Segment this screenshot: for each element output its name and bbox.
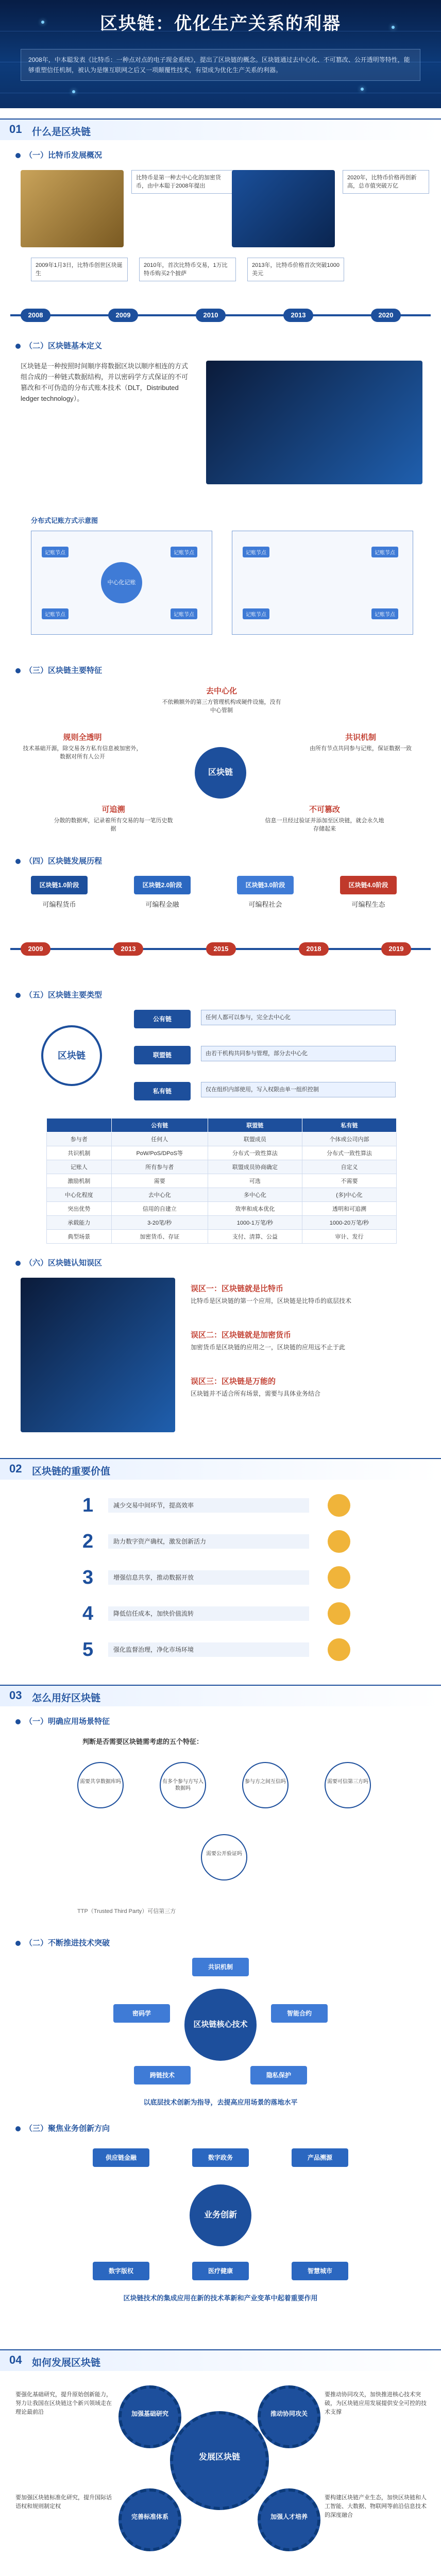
share-icon bbox=[328, 1566, 350, 1589]
bitcoin-image bbox=[21, 170, 124, 247]
feature-title: 共识机制 bbox=[345, 733, 376, 742]
table-header: 公有链 bbox=[111, 1118, 208, 1132]
stage-label: 区块链3.0阶段 bbox=[237, 876, 294, 894]
timeline-year: 2009 bbox=[108, 309, 138, 322]
table-cell: 可选 bbox=[208, 1174, 302, 1188]
table-cell: 记账人 bbox=[47, 1160, 112, 1174]
trust-icon bbox=[328, 1602, 350, 1625]
section-header-03: 03 怎么用好区块链 bbox=[0, 1685, 441, 1706]
table-row bbox=[47, 1146, 397, 1160]
table-cell: 中心化程度 bbox=[47, 1188, 112, 1202]
table-cell: 多中心化 bbox=[208, 1188, 302, 1202]
feature-text: 由所有节点共同参与记账，保证数据一致 bbox=[310, 745, 412, 752]
subsection-title: （一）明确应用场景特征 bbox=[15, 1716, 110, 1726]
section-header-02: 02 区块链的重要价值 bbox=[0, 1458, 441, 1480]
table-row bbox=[47, 1230, 397, 1244]
feature-text: 技术基础开源，除交易各方私有信息被加密外，数据对所有人公开 bbox=[23, 745, 142, 760]
table-cell: 分布式一致性算法 bbox=[208, 1146, 302, 1160]
myth-illustration bbox=[21, 1278, 175, 1432]
distributed-diagram: 记账节点 记账节点 记账节点 记账节点 bbox=[232, 531, 413, 635]
gear-icon: 发展区块链 bbox=[170, 2411, 269, 2510]
table-cell: 个体或公司内部 bbox=[302, 1132, 396, 1146]
table-cell: 自定义 bbox=[302, 1160, 396, 1174]
gear-icon: 推动协同攻关 bbox=[258, 2385, 320, 2448]
callout-text: 2009年1月3日，比特币创世区块诞生 bbox=[31, 258, 128, 281]
table-row bbox=[47, 1188, 397, 1202]
stage-label: 区块链4.0阶段 bbox=[340, 876, 397, 894]
stage-label: 区块链2.0阶段 bbox=[134, 876, 191, 894]
centralized-diagram: 记账节点 记账节点 记账节点 记账节点 中心化记账 bbox=[31, 531, 212, 635]
table-row bbox=[47, 1202, 397, 1216]
table-row bbox=[47, 1132, 397, 1146]
subsection-title: （五）区块链主要类型 bbox=[15, 989, 102, 1000]
table-cell: 效率和成本优化 bbox=[208, 1202, 302, 1216]
table-row bbox=[47, 1174, 397, 1188]
gear-icon: 完善标准体系 bbox=[118, 2488, 181, 2551]
feature-center-badge: 区块链 bbox=[195, 747, 246, 799]
timeline-year: 2008 bbox=[21, 309, 50, 322]
types-center: 区块链 bbox=[41, 1025, 102, 1086]
feature-text: 分散的数据库，记录着所有交易的每一笔历史数据 bbox=[54, 818, 173, 832]
subsection-title: （六）区块链认知误区 bbox=[15, 1257, 102, 1268]
table-row bbox=[47, 1160, 397, 1174]
intro-paragraph: 2008年，中本聪发表《比特币：一种点对点的电子现金系统》，提出了区块链的概念。区块链通过去中心化、不可篡改、公开透明等特性，能够重塑信任机制，被认为是继互联网之后又一项颠覆性技术，有望成为优化生产关系的利器。 bbox=[21, 49, 420, 81]
table-cell: 分布式一致性算法 bbox=[302, 1146, 396, 1160]
table-cell: 承载能力 bbox=[47, 1216, 112, 1230]
table-cell: 信用的自建立 bbox=[111, 1202, 208, 1216]
shield-icon bbox=[328, 1638, 350, 1661]
callout-text: 2013年，比特币价格首次突破1000美元 bbox=[247, 258, 344, 281]
stage-label: 区块链1.0阶段 bbox=[31, 876, 88, 894]
feature-title: 不可篡改 bbox=[309, 805, 340, 814]
table-header: 私有链 bbox=[302, 1118, 396, 1132]
feature-text: 不依赖额外的第三方管理机构或硬件设施，没有中心管制 bbox=[162, 699, 281, 714]
gear-icon: 加强基础研究 bbox=[118, 2385, 181, 2448]
subsection-title: （四）区块链发展历程 bbox=[15, 855, 102, 866]
laptop-network-image bbox=[206, 361, 422, 484]
table-cell: 需要 bbox=[111, 1174, 208, 1188]
subsection-title: （一）比特币发展概况 bbox=[15, 149, 102, 160]
table-cell: 激励机制 bbox=[47, 1174, 112, 1188]
feature-title: 规则全透明 bbox=[63, 733, 102, 742]
table-header: 联盟链 bbox=[208, 1118, 302, 1132]
callout-text: 2010年，首次比特币交易，1万比特币购买2个披萨 bbox=[139, 258, 236, 281]
table-cell: 3-20笔/秒 bbox=[111, 1216, 208, 1230]
table-cell: 联盟成员协商确定 bbox=[208, 1160, 302, 1174]
definition-text: 区块链是一种按照时间顺序将数据区块以顺序相连的方式组合成的一种链式数据结构，并以密码学方式保证的不可篡改和不可伪造的分布式账本技术（DLT，Distributed ledger technology）。 bbox=[21, 362, 189, 402]
table-cell: 典型场景 bbox=[47, 1230, 112, 1244]
subsection-title: （二）区块链基本定义 bbox=[15, 340, 102, 351]
page-title: 区块链：优化生产关系的利器 bbox=[100, 14, 341, 33]
timeline-year: 2013 bbox=[283, 309, 313, 322]
subsection-title: （三）聚焦业务创新方向 bbox=[15, 2123, 110, 2133]
comparison-table bbox=[46, 1118, 397, 1244]
gear-icon: 加强人才培养 bbox=[258, 2488, 320, 2551]
table-cell: 去中心化 bbox=[111, 1188, 208, 1202]
coin-icon bbox=[328, 1494, 350, 1517]
table-row bbox=[47, 1216, 397, 1230]
subsection-title: （二）不断推进技术突破 bbox=[15, 1937, 110, 1948]
timeline-year: 2020 bbox=[371, 309, 401, 322]
table-cell: 所有参与者 bbox=[111, 1160, 208, 1174]
infographic-page: 区块链：优化生产关系的利器 2008年，中本聪发表《比特币：一种点对点的电子现金系统》，提出了区块链的概念。区块链通过去中心化、不可篡改、公开透明等特性，能够重塑信任机制，被认为是继互联网之后又一项颠覆性技术，有望成为优化生产关系的利器。 01 什么是区块链 （一）比特币发展概况 比特币是第一种去中心化的加密货币，由中本聪于2008年提出 2020年，比特币价格再创新高，总市值突破万亿 2009年1月3日，比特币创世区块诞生 2010年，首次比特币交易，1万比特币购买2个披萨 2013年，比特币价格首次突破1000美元 2008 2009 2010 2013 2020 （二）区块链基本定义 区块链是一种按照时间顺序将数据区块以顺序相连的方式组合成的一种链式数据结构，并以密码学方式保证的不可篡改和不可伪造的分布式账本技术（DLT，Distributed ledger technology）。 分布式记账方式示意图 记账节点 记账节点 记账节点 记账节点 中心化记账 记账节点 记账节点 记账节点 记账节点 （三）区块链主要特征 去中心化 不依赖额外的第三方管理机构或硬件设施，没有中心管制 规则全透明 技术基础开源，除交易各方私有信息被加密外，数据对所有人公开 共识机制 由所有节点共同参与记账，保证数据一致 区块链 可追溯 分散的数据库，记录着所有交易的每一笔历史数据 不可篡改 信息一旦经过验证并添加至区块链，就会永久地存储起来 （四）区块链发展历程 区块链1.0阶段 区块链2.0阶段 区块链3.0阶段 区块链4.0阶段 可编程货币 可编程金融 可编程社会 可编程生态 2009 2013 2015 2018 2019 （五）区块链主要类型 区块链 公有链 任何人都可以参与，完全去中心化 联盟链 由若干机构共同参与管理，部分去中心化 私有链 仅在组织内部使用，写入权限由单一组织控制 公有链 联盟链 私有链 参与者 任何人 联盟成员 个体或公司内部 共识机制 PoW/PoS/DPoS等 分布式一致性算法 分布式一致性算法 记账人 所有参与者 联盟成员协商确定 自定义 激励机制 需要 可选 不需要 中心化程度 去中心化 多中心化 (多)中心化 突出优势 信用的自建立 效率和成本优化 透明和可追溯 承载能力 3-20笔/秒 1000-1万笔/秒 1000-20万笔/秒 典型场景 加密货币、存证 支付、清算、公益 审计、发行 （六）区块链认知误区 误区一：区块链就是比特币 比特币是区块链的第一个应用，区块链是比特币的底层技术 误区二：区块链就是加密货币 加密货币是区块链的应用之一，区块链的应用远不止于此 误区三：区块链是万能的 区块链并不适合所有场景，需要与具体业务结合 02 区块链的重要价值 1 减少交易中间环节，提高效率 2 助力数字资产确权，激发创新活力 3 增强信息共享，推动数据开放 4 降低信任成本，加快价值流转 5 强化监督治理，净化市场环境 03 怎么用好区块链 （一）明确应用场景特征 判断是否需要区块链需考虑的五个特征： 需要共享数据库吗 有多个参与方写入数据吗 参与方之间互信吗 需要可信第三方吗 需要公开验证吗 TTP（Trusted Third Party）可信第三方 （二）不断推进技术突破 区块链核心技术 共识机制 密码学 智能合约 跨链技术 隐私保护 以底层技术创新为指导，去提高应用场景的落地水平 （三）聚焦业务创新方向 业务创新 供应链金融 数字政务 产品溯源 数字版权 医疗健康 智慧城市 区块链技术的集成应用在新的技术革新和产业变革中起着重要作用 04 如何发展区块链 发展区块链 加强基础研究 推动协同攻关 完善标准体系 加强人才培养 要强化基础研究，提升原始创新能力，努力让我国在区块链这个新兴领域走在理论最前沿 要推动协同攻关，加快推进核心技术突破，为区块链应用发展提供安全可控的技术支撑 要加强区块链标准化研究，提升国际话语权和规则制定权 要构建区块链产业生态，加快区块链和人工智能、大数据、物联网等前沿信息技术的深度融合 bbox=[0, 0, 441, 2576]
table-cell: 支付、清算、公益 bbox=[208, 1230, 302, 1244]
table-cell: (多)中心化 bbox=[302, 1188, 396, 1202]
table-header bbox=[47, 1118, 112, 1132]
table-cell: 加密货币、存证 bbox=[111, 1230, 208, 1244]
table-cell: 共识机制 bbox=[47, 1146, 112, 1160]
table-cell: 审计、发行 bbox=[302, 1230, 396, 1244]
table-cell: 突出优势 bbox=[47, 1202, 112, 1216]
table-cell: 1000-20万笔/秒 bbox=[302, 1216, 396, 1230]
table-cell: 透明和可追溯 bbox=[302, 1202, 396, 1216]
table-cell: 1000-1万笔/秒 bbox=[208, 1216, 302, 1230]
subsection-title: （三）区块链主要特征 bbox=[15, 665, 102, 675]
section-header-01: 01 什么是区块链 bbox=[0, 118, 441, 140]
network-node-icon bbox=[361, 88, 364, 91]
price-chart-image bbox=[232, 170, 335, 247]
feature-title: 可追溯 bbox=[101, 805, 125, 814]
table-cell: 任何人 bbox=[111, 1132, 208, 1146]
section-header-04: 04 如何发展区块链 bbox=[0, 2349, 441, 2371]
value-row: 5 强化监督治理，净化市场环境 bbox=[82, 1638, 350, 1661]
table-cell: 参与者 bbox=[47, 1132, 112, 1146]
diagram-caption: 分布式记账方式示意图 bbox=[31, 517, 98, 524]
table-cell: 不需要 bbox=[302, 1174, 396, 1188]
timeline-year: 2010 bbox=[196, 309, 226, 322]
feature-title: 去中心化 bbox=[206, 687, 237, 696]
hero-banner bbox=[0, 0, 441, 108]
value-row: 4 降低信任成本，加快价值流转 bbox=[82, 1602, 350, 1625]
table-cell: 联盟成员 bbox=[208, 1132, 302, 1146]
value-row: 3 增强信息共享，推动数据开放 bbox=[82, 1566, 350, 1589]
network-node-icon bbox=[72, 90, 75, 93]
callout-text: 比特币是第一种去中心化的加密货币，由中本聪于2008年提出 bbox=[131, 170, 233, 194]
feature-text: 信息一旦经过验证并添加至区块链，就会永久地存储起来 bbox=[265, 818, 384, 832]
callout-text: 2020年，比特币价格再创新高，总市值突破万亿 bbox=[343, 170, 429, 194]
asset-icon bbox=[328, 1530, 350, 1553]
value-row: 1 减少交易中间环节，提高效率 bbox=[82, 1494, 350, 1517]
value-row: 2 助力数字资产确权，激发创新活力 bbox=[82, 1530, 350, 1553]
table-cell: PoW/PoS/DPoS等 bbox=[111, 1146, 208, 1160]
